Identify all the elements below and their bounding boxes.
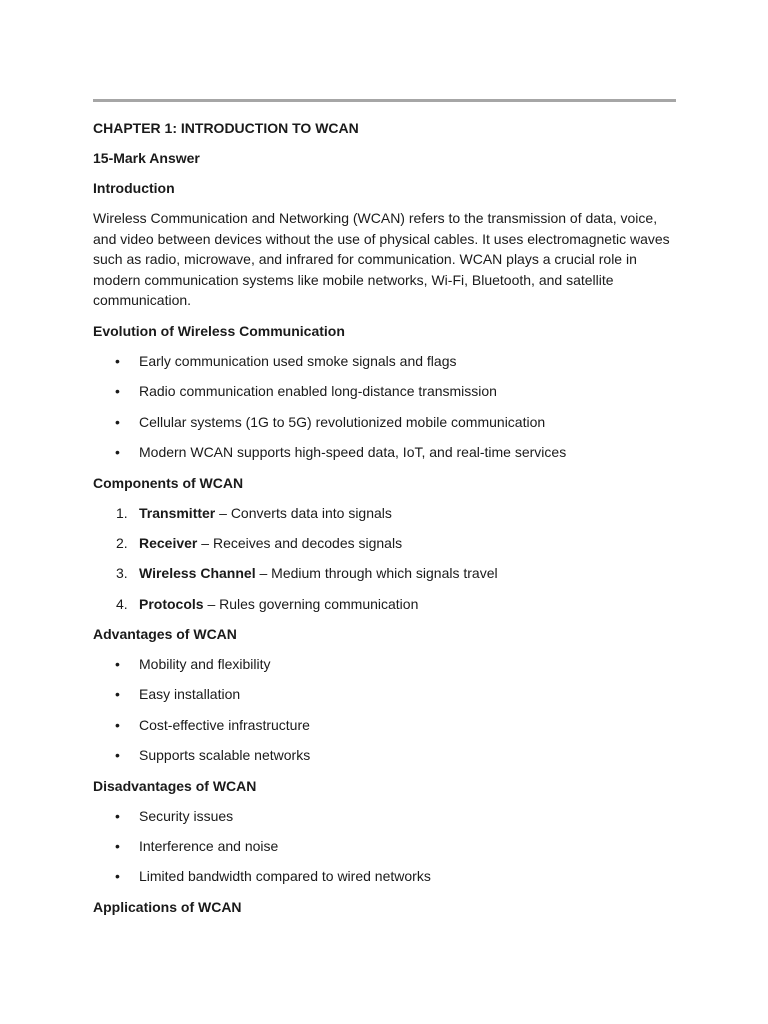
section-heading-advantages: Advantages of WCAN <box>93 626 237 643</box>
top-divider <box>93 99 676 102</box>
list-item <box>93 533 676 553</box>
document-page <box>93 99 676 927</box>
component-term: Protocols <box>139 595 204 612</box>
list-number: 1. <box>116 504 128 521</box>
list-item <box>93 594 676 614</box>
chapter-title: CHAPTER 1: INTRODUCTION TO WCAN <box>93 120 359 136</box>
bullet-icon: • <box>115 686 120 703</box>
list-item <box>93 503 676 523</box>
section-heading-applications: Applications of WCAN <box>93 898 242 915</box>
component-term: Transmitter <box>139 504 216 521</box>
list-item <box>93 654 676 674</box>
evolution-list <box>93 351 676 462</box>
list-item <box>93 381 676 401</box>
components-list <box>93 503 676 614</box>
list-number: 3. <box>116 565 128 582</box>
list-item-text: Easy installation <box>139 686 241 703</box>
list-item-text: Modern WCAN supports high-speed data, IoT, and real-time services <box>139 444 567 461</box>
bullet-icon: • <box>115 656 120 673</box>
list-item <box>93 563 676 583</box>
mark-label: 15-Mark Answer <box>93 150 200 166</box>
list-item-text: Early communication used smoke signals and flags <box>139 352 457 369</box>
section-heading-disadvantages: Disadvantages of WCAN <box>93 777 257 794</box>
list-item <box>93 442 676 462</box>
list-item-text: Mobility and flexibility <box>139 656 271 673</box>
bullet-icon: • <box>115 716 120 733</box>
list-item-text: Radio communication enabled long-distance transmission <box>139 383 497 400</box>
bullet-icon: • <box>115 383 120 400</box>
component-description: – Medium through which signals travel <box>255 565 498 582</box>
list-item <box>93 836 676 856</box>
list-item <box>93 412 676 432</box>
list-item <box>93 866 676 886</box>
component-term: Receiver <box>139 534 198 551</box>
disadvantages-list <box>93 806 676 887</box>
list-item-text: Cost-effective infrastructure <box>139 716 310 733</box>
component-term: Wireless Channel <box>139 565 256 582</box>
list-item-text: Limited bandwidth compared to wired networks <box>139 868 431 885</box>
bullet-icon: • <box>115 444 120 461</box>
list-number: 4. <box>116 595 128 612</box>
bullet-icon: • <box>115 838 120 855</box>
list-item <box>93 715 676 735</box>
list-item <box>93 351 676 371</box>
advantages-list <box>93 654 676 765</box>
list-item-text: Supports scalable networks <box>139 747 311 764</box>
list-item <box>93 806 676 826</box>
section-heading-evolution: Evolution of Wireless Communication <box>93 322 345 339</box>
bullet-icon: • <box>115 807 120 824</box>
introduction-paragraph: Wireless Communication and Networking (WCAN) refers to the transmission of data, voice, and video between devices without the use of physical cables. It uses electromagnetic waves such as radio, microwave, and infrared for communication. WCAN plays a crucial role in modern communication systems like mobile networks, Wi-Fi, Bluetooth, and satellite communication. <box>93 210 670 309</box>
list-item-text: Interference and noise <box>139 838 279 855</box>
section-heading-components: Components of WCAN <box>93 474 244 491</box>
bullet-icon: • <box>115 352 120 369</box>
list-item-text: Cellular systems (1G to 5G) revolutionized mobile communication <box>139 413 546 430</box>
component-description: – Converts data into signals <box>215 504 392 521</box>
list-item <box>93 745 676 765</box>
bullet-icon: • <box>115 413 120 430</box>
component-description: – Rules governing communication <box>203 595 419 612</box>
bullet-icon: • <box>115 747 120 764</box>
bullet-icon: • <box>115 868 120 885</box>
list-number: 2. <box>116 534 128 551</box>
list-item <box>93 684 676 704</box>
list-item-text: Security issues <box>139 807 234 824</box>
section-heading-introduction: Introduction <box>93 180 175 196</box>
component-description: – Receives and decodes signals <box>197 534 403 551</box>
